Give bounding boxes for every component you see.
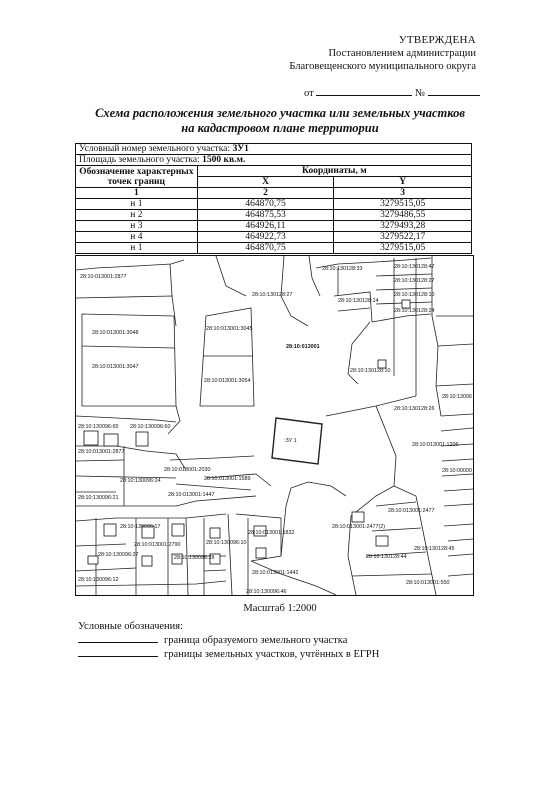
map-label: 28:10:013001:1442 (252, 570, 299, 576)
approval-line-2: Благовещенского муниципального округа (289, 61, 476, 72)
map-label: 28:10:130096:27 (98, 552, 139, 558)
map-label: 28:10:130128:27 (252, 292, 293, 298)
map-label: 28:10:013001:1832 (248, 530, 295, 536)
map-label: 28:10:013001:3045 (206, 326, 253, 332)
map-label: 28:10:130096:17 (120, 524, 161, 530)
x-cell: 464870,75 (197, 199, 334, 210)
parcel-number-label: Условный номер земельного участка: (79, 144, 231, 154)
table-row (76, 210, 472, 221)
map-label: 28:10:130128:26 (394, 406, 435, 412)
map-label: 28:10:130096:65 (78, 424, 119, 430)
legend-line-new-boundary (78, 633, 158, 643)
map-label: 28:10:013001:2790 (134, 542, 181, 548)
parcel-zu1-outline (272, 418, 322, 464)
table-header-row (76, 166, 472, 177)
y-cell: 3279522,17 (334, 232, 472, 243)
x-cell: 464870,75 (197, 243, 334, 254)
title-line-1: Схема расположения земельного участка или земельных участков (95, 106, 465, 120)
map-label: 28:10:130128:14 (338, 298, 379, 304)
approval-line-1: Постановлением администрации (328, 48, 476, 59)
legend-item-new-boundary (78, 633, 379, 647)
map-label: 28:10:013001:550 (406, 580, 450, 586)
table-row (76, 243, 472, 254)
legend-title: Условные обозначения: (78, 621, 184, 632)
col-header-y: Y (334, 177, 472, 188)
map-label: 28:10:130128:45 (414, 546, 455, 552)
legend-item-2-label: границы земельных участков, учтённых в ЕГРН (164, 649, 380, 660)
map-label: 28:10:130128:33 (322, 266, 363, 272)
legend-line-egrn-boundaries (78, 647, 158, 657)
map-label: 28:10:130096:12 (78, 577, 119, 583)
parcel-area-row (76, 155, 472, 166)
y-cell: 3279493,28 (334, 221, 472, 232)
col-header-coords: Координаты, м (197, 166, 471, 177)
map-label: 28:10:013001:2477 (388, 508, 435, 514)
parcel-area-value: 1500 кв.м. (202, 155, 246, 165)
approval-block (289, 34, 476, 73)
col-number-3: 3 (334, 188, 472, 199)
decree-number-label: № (414, 88, 425, 99)
table-row (76, 221, 472, 232)
map-label: 28:10:013001:3054 (204, 378, 251, 384)
legend (78, 620, 379, 661)
map-label: 28:10:013001:2477(2) (332, 524, 386, 530)
x-cell: 464926,11 (197, 221, 334, 232)
map-label: 28:10:013001:2877 (80, 274, 127, 280)
point-cell: н 3 (76, 221, 198, 232)
map-label: 28:10:130128:27 (394, 278, 435, 284)
map-label: 28:10:013001:3047 (92, 364, 139, 370)
map-label: 28:10:00000 (442, 468, 472, 474)
map-scale: Масштаб 1:2000 (243, 603, 317, 614)
y-cell: 3279515,05 (334, 243, 472, 254)
map-label: 28:10:130096:21 (78, 495, 119, 501)
map-label: 28:10:013001:2877 (78, 449, 125, 455)
y-cell: 3279486,55 (334, 210, 472, 221)
map-label: 28:10:013001:3048 (92, 330, 139, 336)
title-line-2: на кадастровом плане территории (181, 121, 379, 135)
map-label: 28:10:130096:28 (174, 555, 215, 561)
point-cell: н 4 (76, 232, 198, 243)
parcel-area-label: Площадь земельного участка: (79, 155, 200, 165)
map-label: 28:10:130128:10 (394, 292, 435, 298)
parcel-number-value: ЗУ1 (232, 144, 249, 154)
x-cell: 464875,53 (197, 210, 334, 221)
map-label: 28:10:013001:1447 (168, 492, 215, 498)
map-label: 28:10:013001:1206 (412, 442, 459, 448)
map-label: 28:10:013001:2030 (164, 467, 211, 473)
table-row (76, 232, 472, 243)
map-label: 28:10:130096:60 (130, 424, 171, 430)
y-cell: 3279515,05 (334, 199, 472, 210)
map-label: 28:10:013001 (286, 344, 320, 350)
legend-item-1-label: граница образуемого земельного участка (164, 635, 348, 646)
map-label: 28:10:130128:10 (350, 368, 391, 374)
point-cell: н 1 (76, 199, 198, 210)
decree-from-label: от (304, 88, 314, 99)
legend-item-egrn-boundaries (78, 647, 379, 661)
x-cell: 464922,73 (197, 232, 334, 243)
point-cell: н 1 (76, 243, 198, 254)
map-label: :ЗУ 1 (284, 438, 297, 444)
point-cell: н 2 (76, 210, 198, 221)
cadastral-map (75, 255, 474, 596)
map-label: 28:10:130096:10 (206, 540, 247, 546)
col-number-1: 1 (76, 188, 198, 199)
map-label: 28:10:130096:46 (246, 589, 287, 595)
map-label: 28:10:130096:24 (120, 478, 161, 484)
map-label: 28:10:13006 (442, 394, 472, 400)
decree-date-blank (316, 85, 412, 96)
decree-number-blank (428, 85, 480, 96)
table-row (76, 199, 472, 210)
map-label: 28:10:130128:47 (394, 264, 435, 270)
col-number-2: 2 (197, 188, 334, 199)
parcel-number-row (76, 144, 472, 155)
decree-date-number-line (304, 85, 480, 99)
map-label: 28:10:130128:24 (394, 308, 435, 314)
column-number-row (76, 188, 472, 199)
cadastral-map-svg (76, 256, 473, 595)
map-label: 28:10:013001:1589 (204, 476, 251, 482)
col-header-x: X (197, 177, 334, 188)
col-header-point: Обозначение характерных точек границ (76, 166, 198, 188)
coordinates-table (75, 143, 472, 254)
document-title (60, 106, 500, 136)
approval-heading: УТВЕРЖДЕНА (398, 34, 476, 46)
map-label: 28:10:130128:44 (366, 554, 407, 560)
